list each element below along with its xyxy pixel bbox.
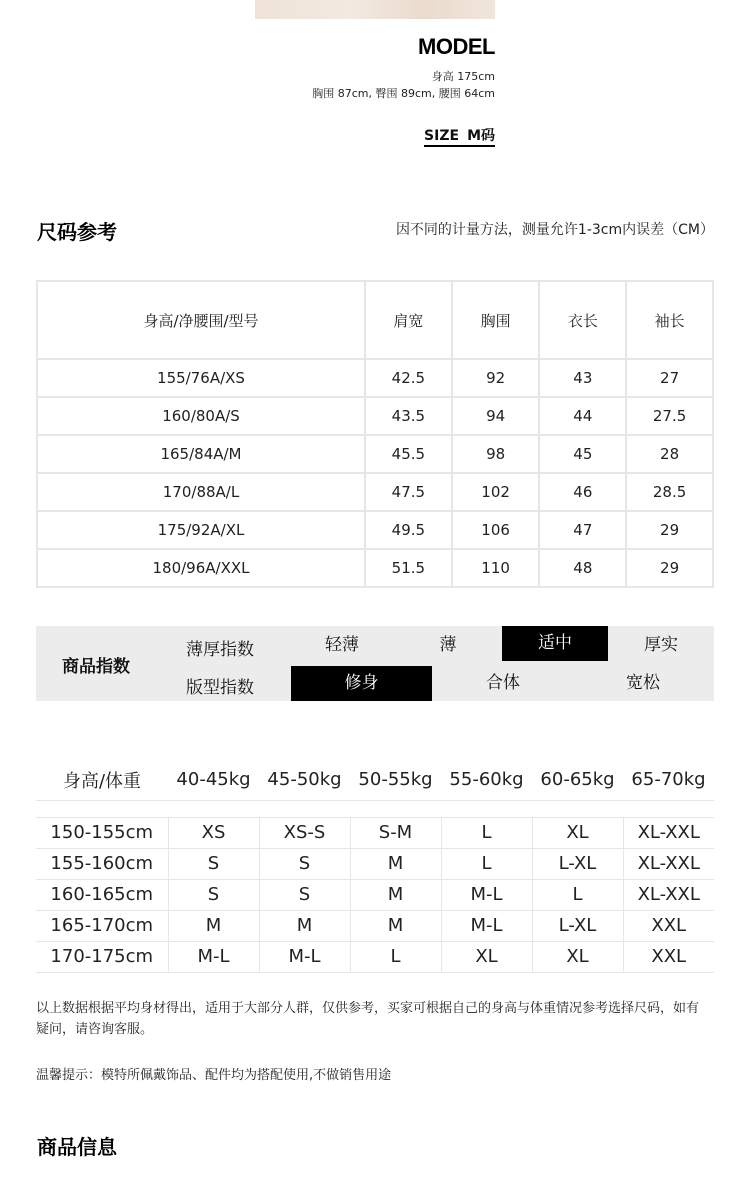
header-cell: 40-45kg xyxy=(168,760,259,800)
table-cell: 43 xyxy=(539,359,626,397)
table-cell: 48 xyxy=(539,549,626,587)
table-cell: 42.5 xyxy=(365,359,452,397)
table-cell: 110 xyxy=(452,549,540,587)
header-cell: 60-65kg xyxy=(532,760,623,800)
table-cell: 27 xyxy=(626,359,713,397)
table-cell: 47 xyxy=(539,511,626,549)
size-reference-table xyxy=(36,280,714,588)
table-cell: 170-175cm xyxy=(36,941,168,972)
header-cell: 50-55kg xyxy=(350,760,441,800)
table-row xyxy=(36,879,714,910)
header-cell: 45-50kg xyxy=(259,760,350,800)
size-prefix: SIZE xyxy=(424,128,460,144)
thickness-index-label: 薄厚指数 xyxy=(186,640,254,660)
table-cell: 46 xyxy=(539,473,626,511)
table-cell: 98 xyxy=(452,435,540,473)
table-cell: 44 xyxy=(539,397,626,435)
disclaimer-text: 以上数据根据平均身材得出，适用于大部分人群，仅供参考，买家可根据自己的身高与体重情况参考选择尺码，如有疑问，请咨询客服。 xyxy=(36,1001,700,1037)
table-cell: 160-165cm xyxy=(36,879,168,910)
table-cell: S xyxy=(168,879,259,910)
table-cell: 28 xyxy=(626,435,713,473)
header-cell: 身高/体重 xyxy=(36,760,168,800)
model-size xyxy=(424,127,495,147)
table-cell: 150-155cm xyxy=(36,817,168,848)
table-cell: M xyxy=(350,910,441,941)
header-cell: 胸围 xyxy=(452,281,540,359)
table-header-row xyxy=(36,760,714,800)
product-index-title: 商品指数 xyxy=(62,657,130,677)
table-cell: 180/96A/XXL xyxy=(37,549,365,587)
table-cell: 102 xyxy=(452,473,540,511)
table-cell: XXL xyxy=(623,941,714,972)
size-value: M码 xyxy=(467,128,495,144)
table-cell: L xyxy=(441,817,532,848)
header-cell: 袖长 xyxy=(626,281,713,359)
table-cell: 160/80A/S xyxy=(37,397,365,435)
table-row xyxy=(36,848,714,879)
spacer-cell xyxy=(36,800,714,817)
fit-option: 宽松 xyxy=(626,673,660,693)
table-row xyxy=(37,435,713,473)
table-cell: XL-XXL xyxy=(623,879,714,910)
table-cell: M xyxy=(259,910,350,941)
table-cell: 27.5 xyxy=(626,397,713,435)
table-row xyxy=(37,549,713,587)
table-cell: M xyxy=(168,910,259,941)
fit-option-selected: 修身 xyxy=(291,666,432,701)
table-cell: L xyxy=(532,879,623,910)
table-cell: 45.5 xyxy=(365,435,452,473)
table-cell: 47.5 xyxy=(365,473,452,511)
fit-option: 合体 xyxy=(486,673,520,693)
table-row xyxy=(37,473,713,511)
table-cell: 92 xyxy=(452,359,540,397)
header-spacer xyxy=(36,800,714,817)
table-cell: 51.5 xyxy=(365,549,452,587)
table-row xyxy=(37,397,713,435)
size-reference-title: 尺码参考 xyxy=(37,220,117,244)
table-cell: 28.5 xyxy=(626,473,713,511)
table-cell: 165-170cm xyxy=(36,910,168,941)
table-cell: 94 xyxy=(452,397,540,435)
table-cell: 175/92A/XL xyxy=(37,511,365,549)
header-cell: 65-70kg xyxy=(623,760,714,800)
warm-tip-text: 温馨提示：模特所佩戴饰品、配件均为搭配使用,不做销售用途 xyxy=(36,1068,392,1083)
table-cell: M xyxy=(350,848,441,879)
table-cell: XXL xyxy=(623,910,714,941)
table-cell: M xyxy=(350,879,441,910)
table-cell: 29 xyxy=(626,511,713,549)
table-row xyxy=(37,511,713,549)
table-cell: L xyxy=(441,848,532,879)
measurement-note: 因不同的计量方法，测量允许1-3cm内误差（CM） xyxy=(395,222,714,238)
table-cell: S xyxy=(168,848,259,879)
table-cell: 49.5 xyxy=(365,511,452,549)
header-cell: 肩宽 xyxy=(365,281,452,359)
table-header-row xyxy=(37,281,713,359)
table-cell: S xyxy=(259,879,350,910)
table-cell: 155/76A/XS xyxy=(37,359,365,397)
thickness-option-selected: 适中 xyxy=(502,626,608,661)
table-cell: L-XL xyxy=(532,848,623,879)
table-cell: 45 xyxy=(539,435,626,473)
table-cell: XL-XXL xyxy=(623,817,714,848)
header-cell: 衣长 xyxy=(539,281,626,359)
table-cell: 170/88A/L xyxy=(37,473,365,511)
model-measurements: 胸围 87cm, 臀围 89cm, 腰围 64cm xyxy=(312,87,495,100)
table-cell: 165/84A/M xyxy=(37,435,365,473)
fit-index-label: 版型指数 xyxy=(186,678,254,698)
model-photo xyxy=(255,0,495,19)
table-cell: 43.5 xyxy=(365,397,452,435)
table-row xyxy=(37,359,713,397)
table-cell: XL-XXL xyxy=(623,848,714,879)
model-height: 身高 175cm xyxy=(431,70,495,83)
thickness-option: 厚实 xyxy=(644,635,678,655)
table-cell: L-XL xyxy=(532,910,623,941)
table-cell: S-M xyxy=(350,817,441,848)
table-cell: XL xyxy=(532,941,623,972)
table-cell: S xyxy=(259,848,350,879)
header-cell: 身高/净腰围/型号 xyxy=(37,281,365,359)
table-cell: XS-S xyxy=(259,817,350,848)
table-row xyxy=(36,941,714,972)
height-weight-table xyxy=(36,760,714,973)
table-cell: L xyxy=(350,941,441,972)
table-cell: M-L xyxy=(441,910,532,941)
table-cell: XS xyxy=(168,817,259,848)
table-cell: 29 xyxy=(626,549,713,587)
product-index-panel xyxy=(36,626,714,701)
table-cell: M-L xyxy=(441,879,532,910)
table-cell: XL xyxy=(441,941,532,972)
table-cell: M-L xyxy=(168,941,259,972)
table-row xyxy=(36,910,714,941)
table-cell: 106 xyxy=(452,511,540,549)
table-cell: 155-160cm xyxy=(36,848,168,879)
table-cell: XL xyxy=(532,817,623,848)
model-info xyxy=(95,34,495,102)
thickness-option: 轻薄 xyxy=(325,635,359,655)
table-row xyxy=(36,817,714,848)
table-cell: M-L xyxy=(259,941,350,972)
model-title: MODEL xyxy=(418,34,495,59)
product-info-title: 商品信息 xyxy=(37,1135,117,1159)
thickness-option: 薄 xyxy=(439,635,457,655)
header-cell: 55-60kg xyxy=(441,760,532,800)
